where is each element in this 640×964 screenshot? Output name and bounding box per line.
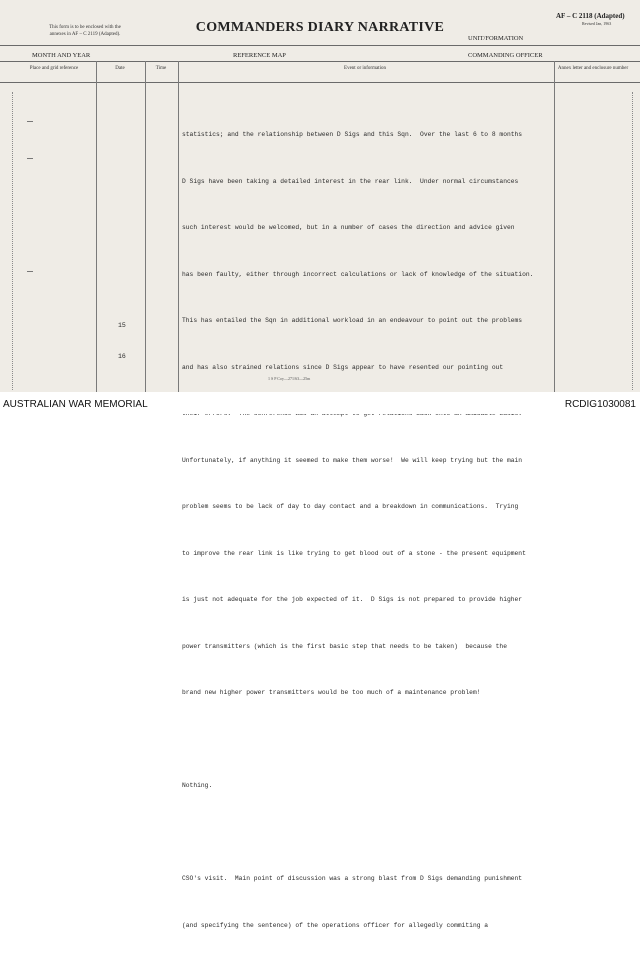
event-line: Unfortunately, if anything it seemed to make them worse! We will keep trying but the main: [182, 456, 523, 464]
margin-tick: [27, 121, 33, 122]
event-line: This has entailed the Sqn in additional workload in an endeavour to point out the problems: [182, 317, 523, 324]
commanding-officer-label: COMMANDING OFFICER: [468, 52, 543, 59]
margin-dot-line-right: [632, 92, 633, 390]
event-line: CSO's visit. Main point of discussion was a strong blast from D Sigs demanding punishment: [182, 875, 523, 882]
event-line: has been faulty, either through incorrect calculations or lack of knowledge of the situation.: [182, 270, 534, 278]
event-line: problem seems to be lack of day to day contact and a breakdown in communications. Trying: [182, 503, 519, 510]
col-head-date: Date: [115, 66, 125, 71]
col-head-event: Event or information: [344, 66, 386, 71]
margin-dot-line-left: [12, 92, 13, 390]
event-line: such interest would be welcomed, but in a number of cases the direction and advice given: [182, 224, 515, 231]
entry-date: 16: [118, 353, 126, 360]
col-head-time: Time: [155, 66, 167, 71]
event-line: and has also strained relations since D Sigs appear to have resented our pointing out: [182, 363, 504, 371]
event-line: is just not adequate for the job expected of it. D Sigs is not prepared to provide higher: [182, 596, 523, 603]
revised-date: Revised Jan, 1963: [582, 21, 612, 26]
form-title: COMMANDERS DIARY NARRATIVE: [195, 20, 445, 35]
blank-line: [182, 825, 562, 841]
event-line: D Sigs have been taking a detailed interest in the rear link. Under normal circumstances: [182, 177, 519, 185]
document-id: RCDIG1030081: [564, 399, 636, 410]
month-year-label: MONTH AND YEAR: [32, 52, 91, 59]
blank-line: [182, 732, 562, 748]
col-head-annex: Annex letter and enclosure number: [557, 66, 629, 71]
event-line: brand new higher power transmitters would be too much of a maintenance problem!: [182, 689, 481, 696]
archive-name: AUSTRALIAN WAR MEMORIAL: [3, 399, 148, 410]
entry-date: 15: [118, 322, 126, 329]
col-divider-event: [178, 61, 179, 392]
archive-footer: [0, 392, 640, 414]
event-text-block: [182, 96, 562, 964]
header-rule-1: [0, 45, 640, 46]
form-number: AF – C 2118 (Adapted): [556, 12, 625, 20]
col-head-place: Place and grid reference: [29, 66, 79, 71]
col-divider-time: [145, 61, 146, 392]
event-line: to improve the rear link is like trying to get blood out of a stone - the present equipment: [182, 549, 526, 557]
event-line: power transmitters (which is the first basic step that needs to be taken) because the: [182, 642, 507, 650]
enclosure-note-line-1: This form is to be enclosed with the: [49, 25, 121, 30]
event-line: (and specifying the sentence) of the operations officer for allegedly commiting a: [182, 921, 489, 929]
col-divider-date: [96, 61, 97, 392]
event-line: statistics; and the relationship between D Sigs and this Sqn. Over the last 6 to 8 months: [182, 131, 523, 138]
printer-imprint: 1 S P Coy—271/63—25m: [268, 376, 311, 381]
margin-tick: [27, 158, 33, 159]
reference-map-label: REFERENCE MAP: [233, 52, 286, 59]
unit-formation-label: UNIT/FORMATION: [468, 35, 524, 42]
event-line: Nothing.: [182, 782, 213, 789]
enclosure-note-line-2: annexes in AF – C 2119 (Adapted).: [49, 32, 121, 37]
margin-tick: [27, 271, 33, 272]
